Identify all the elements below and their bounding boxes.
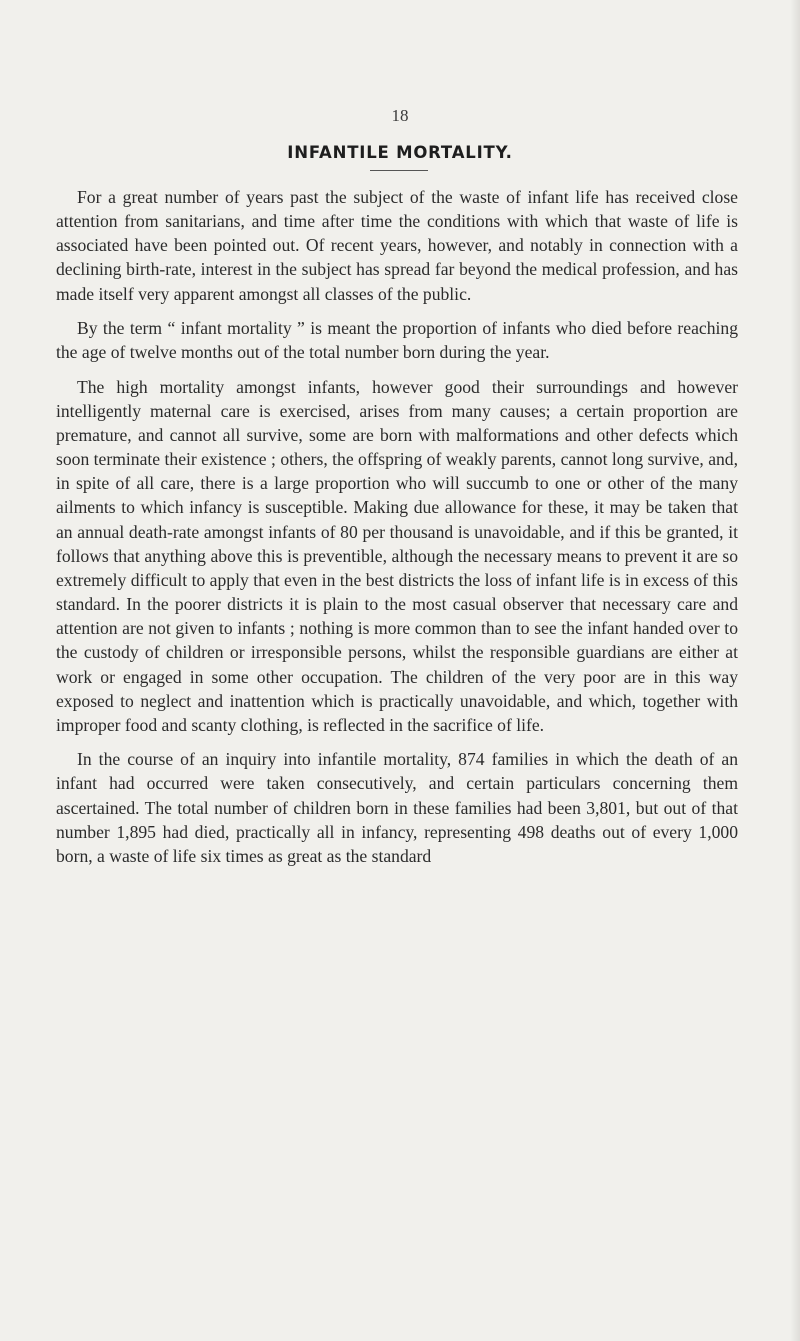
title-divider [370, 170, 428, 171]
page-number: 18 [391, 106, 409, 125]
body-text [56, 185, 738, 868]
paragraph-2: By the term “ infant mortality ” is meant the proportion of infants who died before reaching the age of twelve months out of the total number born during the year. [56, 318, 738, 363]
paragraph-4: In the course of an inquiry into infantile mortality, 874 families in which the death of an infant had occurred were taken consecutively, and certain particulars concerning them ascertained. The total number of children born in these families had been 3,801, but out of that number 1,895 had died, practically all in infancy, representing 498 deaths out of every 1,000 born, a waste of life six times as great as the standard [56, 749, 738, 866]
page-title: INFANTILE MORTALITY. [287, 143, 513, 162]
paragraph-3: The high mortality amongst infants, however good their surroundings and however intelligently maternal care is exercised, arises from many causes; a certain proportion are premature, and cannot all survive, some are born with malformations and other defects which soon terminate their existence ; others, the offspring of weakly parents, cannot long survive, and, in spite of all care, there is a large proportion who will succumb to one or other of the many ailments to which infancy is susceptible. Making due allowance for these, it may be taken that an annual death-rate amongst infants of 80 per thousand is unavoidable, and if this be granted, it follows that anything above this is preventible, although the necessary means to prevent it are so extremely difficult to apply that even in the best districts the loss of infant life is in excess of this standard. In the poorer districts it is plain to the most casual observer that necessary care and attention are not given to infants ; nothing is more common than to see the infant handed over to the custody of children or irresponsible persons, whilst the responsible guardians are either at work or engaged in some other occupation. The children of the very poor are in this way exposed to neglect and inattention which is practically unavoidable, and which, together with improper food and scanty clothing, is reflected in the sacrifice of life. [56, 376, 738, 735]
paragraph-1: For a great number of years past the subject of the waste of infant life has received close attention from sanitarians, and time after time the conditions with which that waste of life is associated have been pointed out. Of recent years, however, and notably in connection with a declining birth-rate, interest in the subject has spread far beyond the medical profession, and has made itself very apparent amongst all classes of the public. [56, 187, 738, 304]
page-edge-shadow [790, 0, 800, 1341]
